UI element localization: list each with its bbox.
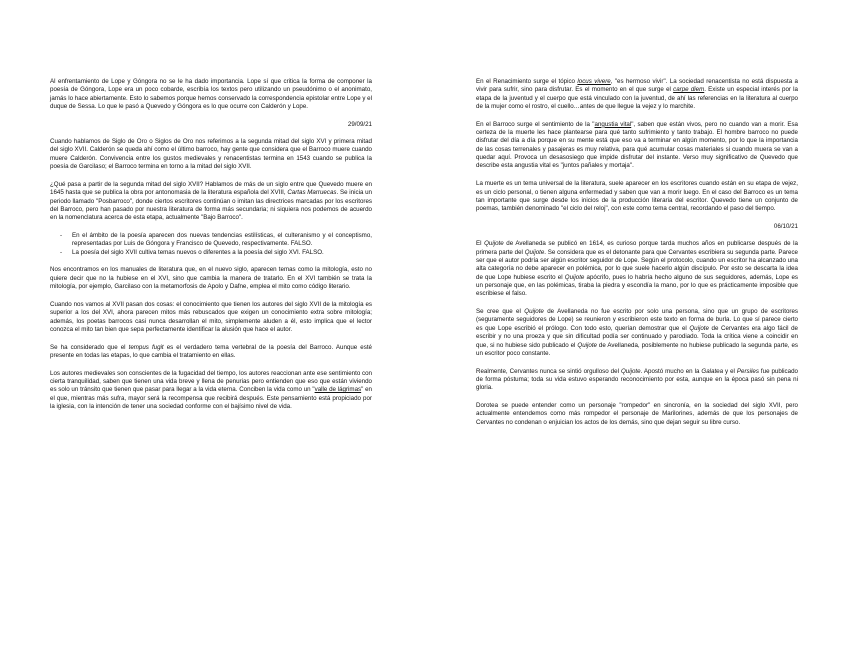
italic-title: Quijote [689, 324, 709, 332]
text: Se cree que el [476, 308, 525, 316]
paragraph-mitologia [50, 266, 372, 291]
list-item: - En el ámbito de la poesía aparecen dos nuevas tendencias estilísticas, el culteranismo y el conceptismo, representadas por Luis de Góngora y Francisco de Quevedo, respectivamente. FALSO. [72, 232, 372, 249]
text: . Apostó mucho en la [640, 367, 702, 375]
paragraph-avellaneda [476, 240, 798, 298]
text: Nos encontramos en los manuales de literatura que, en el nuevo siglo, aparecen temas como la mitología, esto no quiere decir que no la hubiese en el XVI, sino que cambia la manera de tratarlo. En el XVI también se trata la mitología, por ejemplo, Garcilaso con la metamorfosis de Apolo y Dafne, emplea el mito como código literario. [50, 266, 372, 291]
text: es el verdadero tema vertebral de la poesía del Barroco. Aunque esté presente en todas las etapas, lo que cambia el tratamiento en ellas. [50, 343, 372, 359]
paragraph-grupo-escritores [476, 308, 798, 358]
underlined-term: locus vivere [577, 78, 611, 85]
text: . Existe un especial interés por la etapa de la juventud y el cuerpo que está vinculado con la juventud, de ahí las referencias en la literatura al cuerpo de la mujer como el rostro, el cuello…antes de que llegue la vejez y lo marchite. [476, 86, 799, 111]
text: , "es hermoso vivir". La sociedad renacentista no está dispuesta a vivir para sufrir, sino para disfrutar. Es el momento en el que surge el [476, 78, 798, 94]
italic-title: Quijote [524, 248, 545, 256]
paragraph-dorotea [476, 402, 798, 427]
text: Cuando hablamos de Siglo de Oro o Siglos de Oro nos referimos a la segunda mitad del siglo XVI y primera mitad del siglo XVII. Calderón se queda ahí como el último barroco, hay gente que considera que el Barroco muere cuando muere Calderón. Convivencia entre los gustos medievales y renacentistas termina en 1543 cuando se publica la poesía de Garcilaso; el Barroco termina en torno a la mitad del siglo XVII. [50, 138, 372, 171]
statement-list [50, 232, 372, 257]
text: En el Barroco surge el sentimiento de la " [476, 120, 595, 128]
italic-term: tempus fugit [128, 343, 164, 351]
paragraph-lope-gongora [50, 78, 372, 111]
text: y el [723, 367, 737, 375]
italic-title: Persiles [736, 367, 759, 375]
text: apócrifo, pues lo habría hecho alguno de sus seguidores, además, Lope es un personaje que, en las polémicas, tiraba la piedra y escondía la mano, por lo que es prácticamente imposible que escribiese el falso. [476, 273, 799, 298]
italic-title: Quijote [484, 240, 504, 248]
italic-title: Galatea [701, 367, 724, 375]
text: Cuando nos vamos al XVII pasan dos cosas: el conocimiento que tienen los autores del siglo XVII de la mitología es superior a los del XVI, ahora parecen mitos más rebuscados que exigen un conocimiento extra sobre mitología; además, los poetas barrocos casi nunca desarrollan el mito, simplemente aluden a él, esto implica que el lector conozca el mito tan bien que sepa perfectamente identificar la alusión que hace el autor. [50, 300, 372, 333]
underlined-term: carpe diem [673, 86, 705, 94]
text: ¿Qué pasa a partir de la segunda mitad del siglo XVII? Hablamos de más de un siglo entre que Quevedo muere en 1645 hasta que se publica la obra por antonomasia de la literatura española del XVIII, [50, 180, 372, 197]
text: . Se considera que es el detonante para que Cervantes escribiera su segunda parte. Parece ser que el autor podría ser algún escritor seguidor de Lope. Según el protocolo, cuando un escritor ha alcanzado una alta categoría no debe aparecer en polémica, por lo que suele hacerlo algún discípulo. Por esto se descarta la idea de que Lope hubiese escrito el [476, 248, 798, 281]
italic-title: Quijote [564, 273, 585, 281]
underlined-term: valle de lágrimas [314, 386, 362, 394]
paragraph-angustia-vital [476, 121, 798, 171]
text: Al enfrentamiento de Lope y Góngora no se le ha dado importancia. Lope sí que critica la forma de componer la poesía de Góngora, Lope era un poco cobarde, escribía los textos pero utilizando un pseudónimo o el anonimato, jamás lo hace abiertamente. Esto lo sabemos porque hemos conservado la correspondencia epistolar entre Lope y el duque de Sessa. Lo que le pasó a Quevedo y Góngora es lo que ocurre con Calderón y Lope. [50, 78, 372, 111]
paragraph-renacimiento [476, 78, 798, 111]
date-heading: 29/09/21 [347, 120, 372, 128]
paragraph-cervantes [476, 368, 798, 393]
italic-title: Cartas Marruecas [287, 189, 337, 197]
italic-title: Quijote [524, 308, 544, 316]
paragraph-medievales [50, 370, 372, 412]
paragraph-muerte [476, 180, 798, 213]
text: En el Renacimiento surge el tópico [476, 78, 578, 85]
text: El [476, 240, 485, 248]
underlined-term: angustia vital [594, 120, 632, 128]
text: de Cervantes era algo fácil de escribir y no una proeza y que sin dificultad podía ser continuado y parodiado. Toda la crítica viene a coincidir en que, si no hubiese sido publicado el [476, 324, 798, 349]
paragraph-posbarroco [50, 181, 372, 223]
text: de Avellaneda no fue escrito por solo una persona, sino que un grupo de escritores (seguramente seguidores de Lope) se reunieron y escribieron este texto en forma de burla. Lo que sí parece cierto es que Lope escribió el prólogo. Con todo esto, querían demostrar que el [476, 308, 798, 332]
text: Se ha considerado que el [50, 343, 129, 351]
paragraph-siglo-de-oro [50, 138, 372, 171]
text: fue publicado de forma póstuma; toda su vida estuvo esperando reconocimiento por esta, aunque en la época pasó sin pena ni gloria. [476, 367, 798, 392]
paragraph-siglo-xvii [50, 301, 372, 334]
italic-title: Quijote [577, 341, 597, 349]
date-heading: 06/10/21 [773, 222, 798, 230]
text: de Avellaneda, posiblemente no hubiese publicado la segunda parte, es un escritor poco constante. [476, 341, 798, 357]
text: de Avellaneda se publicó en 1614, es curioso porque tarda muchos años en publicarse después de la primera parte del [476, 240, 798, 256]
text: " en el que, mientras más sufra, mayor será la recompensa que recibirá después. Este pensamiento está propiciado por la iglesia, con la intención de tener una sociedad conforme con el bajísimo nivel de vida. [50, 386, 372, 411]
text: Dorotea se puede entender como un personaje "rompedor" en sincronía, en la sociedad del siglo XVII, pero actualmente entendemos como más rompedor el personaje de Marilorines, además de que los personajes de Cervantes no condenan o enjuician los actos de los demás, sino que dejan seguir su libre curso. [476, 402, 798, 426]
paragraph-tempus-fugit [50, 344, 372, 361]
text: ", saben que están vivos, pero no cuando van a morir. Esa certeza de la muerte les hace plantearse para qué tanto sufrimiento y tanto trabajo. El hombre barroco no puede disfrutar del día a día porque en su mente está que eso va a terminar en algún momento, por lo que la importancia de las cosas terrenales y pasajeras es muy relativa, para qué acumular cosas materiales si cuando muera se van a quedar aquí. Provoca un desasosiego que impide disfrutar del instante. Verso muy significativo de Quevedo que describe esta angustia vital es "juntos pañales y mortaja". [476, 120, 798, 170]
list-item: - La poesía del siglo XVII cultiva temas nuevos o diferentes a la poesía del siglo XVI. FALSO. [72, 249, 372, 257]
text: . Se inicia un periodo llamado "Posbarroco", donde ciertos escritores continúan o imitan las directrices marcadas por los escritores del Barroco, pero han pasado por nuestra literatura de forma más secundaria; ni siquiera nos podemos de acuerdo en la nomenclatura acerca de esta etapa, actualmente "Bajo Barroco". [50, 189, 373, 222]
left-column [50, 78, 372, 421]
text: Realmente, Cervantes nunca se sintió orgulloso del [476, 367, 621, 375]
text: Los autores medievales son conscientes de la fugacidad del tiempo, los autores reaccionan ante ese sentimiento con cierta tranquilidad, saben que tienen una vida breve y llena de penurias pero entienden que eso que están viviendo es solo un tránsito que tienen que pasar para llegar a la vida eterna. Conciben la vida como un " [50, 369, 372, 394]
text: La muerte es un tema universal de la literatura, suele aparecer en los escritores cuando están en su etapa de vejez, es un ciclo personal, o tienen alguna enfermedad y saben que van a morir luego. En el caso del Barroco es un tema tan importante que surge desde los inicios de la producción literaria del escritor. Quevedo tiene un conjunto de poemas, también denominado "el ciclo del reloj", con este como tema central, recordando el paso del tiempo. [476, 180, 798, 213]
right-column [476, 78, 798, 436]
italic-title: Quijote [620, 367, 641, 375]
